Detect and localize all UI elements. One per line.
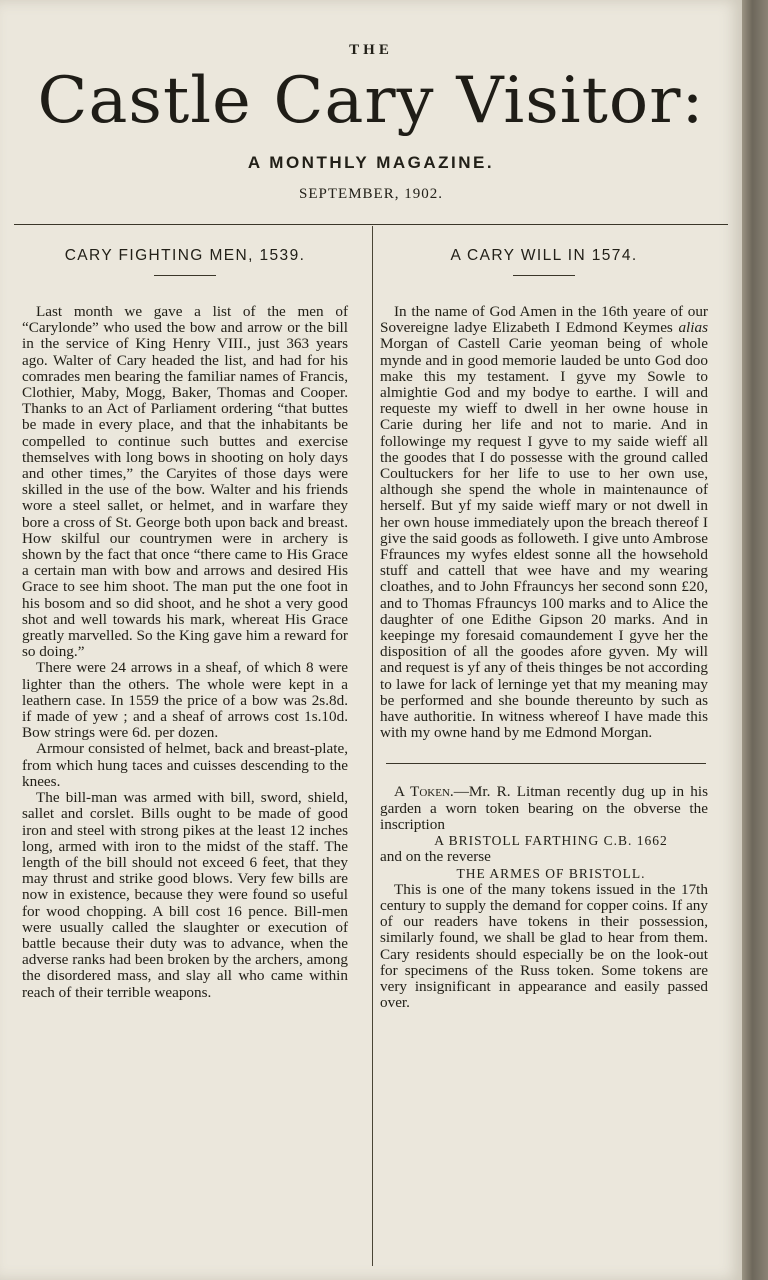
heading-rule	[154, 275, 216, 276]
token-intro: —Mr. R. Litman recently dug up in his garden a worn token bearing on the obverse the inscription	[380, 783, 708, 833]
article-cary-fighting-men	[22, 236, 348, 1001]
article-heading: CARY FIGHTING MEN, 1539.	[64, 247, 306, 264]
article-paragraph: The bill-man was armed with bill, sword, shield, sallet and corslet. Bills ought to be made of good iron and steel with strong pikes at the least 12 inches long, armed with iron to the midst of the staff. The length of the bill should not exceed 6 feet, that they may thrust and strike good blows. Very few bills are now in existence, because they were found so useful for wood chopping. A bill cost 16 pence. Bill-men were usually called the slaughter or execution of battle because their duty was to advance, when the adverse ranks had been broken by the archers, among the disordered mass, and slay all who came within reach of their terrible weapons.	[22, 789, 348, 1001]
will-text-rest: Morgan of Castell Carie yeoman being of whole mynde and in good memorie lauded be unto God doo make this my testament. I gyve my Sowle to almightie God and my bodye to earthe. I will and requeste my wieff to dwell in her owne house in Carie during her life and not to marie. And in followinge my request I gyve to my saide wieff all the goodes that I do possesse with the ground called Coultuckers for her life to use to her own use, although she spend the whole in maintenaunce of herself. But yf my saide wieff mary or not dwell in her own house immediately upon the breach thereof I give the said goods as followeth. I give unto Ambrose Ffraunces my wyfes eldest sonne all the howsehold stuff and cattell that wee have and my wearing cloathes, and to John Ffrauncys her second sonn £20, and to Thomas Ffrauncys 100 marks and to Alice the daughter of one Edithe Gipson 20 marks. And in keepinge my foresaid comaundement I gyve her the disposition of all the goodes afore gyven. My will and request is yf any of theis thinges be not according to lawe for lack of lerninge yet that my meaning may be performed and she bounde thereunto by such as have authoritie. In witness whereof I have made this with my owne hand by me Edmond Morgan.	[380, 335, 708, 742]
issue-date: SEPTEMBER, 1902.	[299, 186, 443, 202]
token-obverse-inscription: A BRISTOLL FARTHING C.B. 1662	[434, 833, 668, 849]
will-paragraph	[380, 304, 708, 741]
article-cary-will	[380, 236, 708, 1011]
token-body-paragraph: This is one of the many tokens issued in the 17th century to supply the demand for copper coins. If any of our readers have tokens in their possession, similarly found, we shall be glad to hear from them. Cary residents should especially be on the look-out for specimens of the Russ token. Some tokens are very insignificant in appearance and easily passed over.	[380, 880, 708, 1012]
article-paragraph: Armour consisted of helmet, back and breast-plate, from which hung taces and cuisses descending to the knees.	[22, 740, 348, 790]
article-heading: A CARY WILL IN 1574.	[450, 247, 638, 264]
article-paragraph: There were 24 arrows in a sheaf, of which 8 were lighter than the others. The whole were kept in a leathern case. In 1559 the price of a bow was 2s.8d. if made of yew ; and a sheaf of arrows cost 1s.10d. Bow strings were 6d. per dozen.	[22, 659, 348, 742]
masthead-the: THE	[349, 42, 393, 58]
heading-rule	[513, 275, 575, 276]
article-paragraph: Last month we gave a list of the men of “Carylonde” who used the bow and arrow or the bill in the service of King Henry VIII., just 363 years ago. Walter of Cary headed the list, and had for his comrades men bearing the familiar names of Francis, Clothier, Maby, Mogg, Baker, Thomas and Cooper. Thanks to an Act of Parliament ordering “that buttes be made in every place, and that the inhabitants be compelled to continue such buttes and exercise themselves with long bows in shooting on holy days and other times,” the Caryites of those days were skilled in the use of the bow. Walter and his friends wore a steel sallet, or helmet, and in warfare they bore a cross of St. George both upon back and breast. How skilful our countrymen were in archery is shown by the fact that once “there came to His Grace a certain man with bow and arrows and desired His Grace to see him shoot. The man put the one foot in his bosom and so did shoot, and he shot a very good shot and well towards his mark, whereat His Grace greatly marvelled. So the King gave him a reward for so doing.”	[22, 303, 348, 661]
token-label: A Token.	[394, 783, 454, 801]
masthead	[0, 40, 742, 204]
magazine-subtitle: A MONTHLY MAGAZINE.	[247, 153, 495, 172]
token-reverse-inscription: THE ARMES OF BRISTOLL.	[456, 865, 646, 881]
will-alias: alias	[678, 319, 708, 337]
token-intro-paragraph	[380, 784, 708, 833]
token-middle-text: and on the reverse	[380, 848, 491, 866]
header-rule	[14, 224, 728, 225]
binding-edge	[742, 0, 768, 1280]
section-rule	[386, 763, 706, 764]
column-divider	[372, 226, 373, 1266]
magazine-title: Castle Cary Visitor:	[37, 64, 705, 138]
will-text-start: In the name of God Amen in the 16th yeare of our Sovereigne ladye Elizabeth I Edmond Keymes	[380, 303, 708, 337]
